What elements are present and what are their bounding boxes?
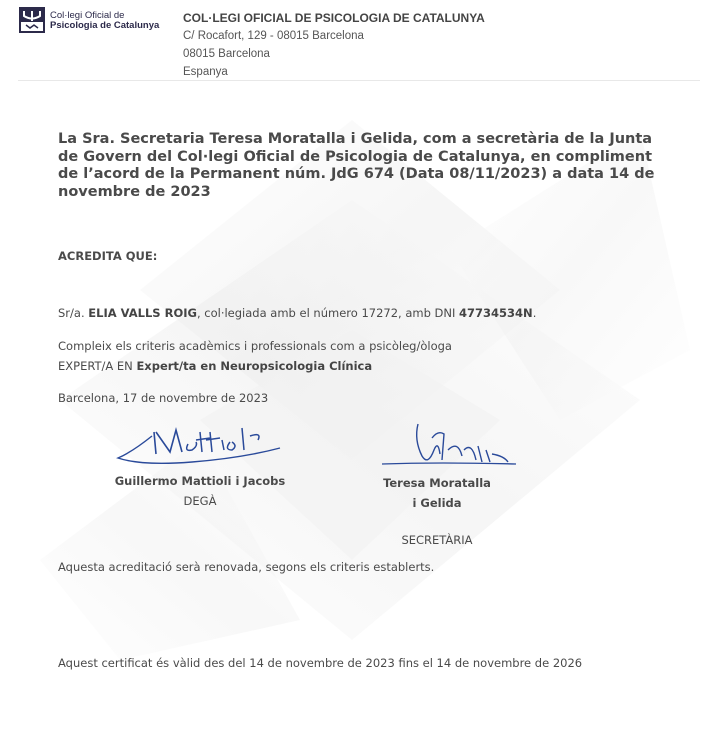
criteria-statement (58, 336, 452, 376)
dean-role: DEGÀ (183, 494, 217, 508)
org-name: COL·LEGI OFICIAL DE PSICOLOGIA DE CATALUNYA (183, 11, 485, 25)
secretary-signature (378, 420, 518, 472)
psi-logo-icon (18, 6, 46, 34)
criteria-line: Compleix els criteris acadèmics i professionals com a psicòleg/òloga (58, 339, 452, 353)
logo-line-1: Col·legi Oficial de (50, 10, 125, 21)
name-prefix: Sr/a. (58, 306, 89, 320)
member-dni: 47734534N (459, 306, 533, 320)
expert-line (58, 356, 452, 376)
secretary-role: SECRETÀRIA (401, 533, 473, 547)
address-block (183, 9, 485, 81)
header-divider (18, 80, 700, 81)
address-country: Espanya (183, 66, 228, 78)
expert-prefix: EXPERT/A EN (58, 359, 137, 373)
specialty: Expert/ta en Neuropsicologia Clínica (136, 359, 373, 373)
dean-name: Guillermo Mattioli i Jacobs (114, 474, 286, 488)
address-line-2: 08015 Barcelona (183, 48, 270, 60)
member-name: ELIA VALLS ROIG (88, 306, 197, 320)
renewal-note: Aquesta acreditació serà renovada, segons els criteris establerts. (58, 560, 435, 574)
name-suffix: . (532, 306, 537, 320)
college-logo (18, 6, 159, 34)
dean-signature (112, 418, 287, 470)
validity-statement: Aquest certificat és vàlid des del 14 de novembre de 2023 fins el 14 de novembre de 2026 (58, 656, 583, 670)
acredita-heading: ACREDITA QUE: (58, 249, 158, 263)
member-number-text: , col·legiada amb el número 17272, amb DNI (196, 306, 460, 320)
address-line-1: C/ Rocafort, 129 - 08015 Barcelona (183, 30, 364, 42)
place-date: Barcelona, 17 de novembre de 2023 (58, 391, 269, 405)
logo-line-2: Psicologia de Catalunya (50, 20, 160, 31)
member-statement (58, 303, 536, 323)
certificate-title: La Sra. Secretaria Teresa Moratalla i Gelida, com a secretària de la Junta de Govern del Col·legi Oficial de Psicologia de Catalunya, en compliment de l’acord de la Permanent núm. JdG 674 (Data 08/11/2023) a data 14 de novembre de 2023 (58, 131, 655, 200)
secretary-name: Teresa Moratalla i Gelida (383, 476, 491, 510)
